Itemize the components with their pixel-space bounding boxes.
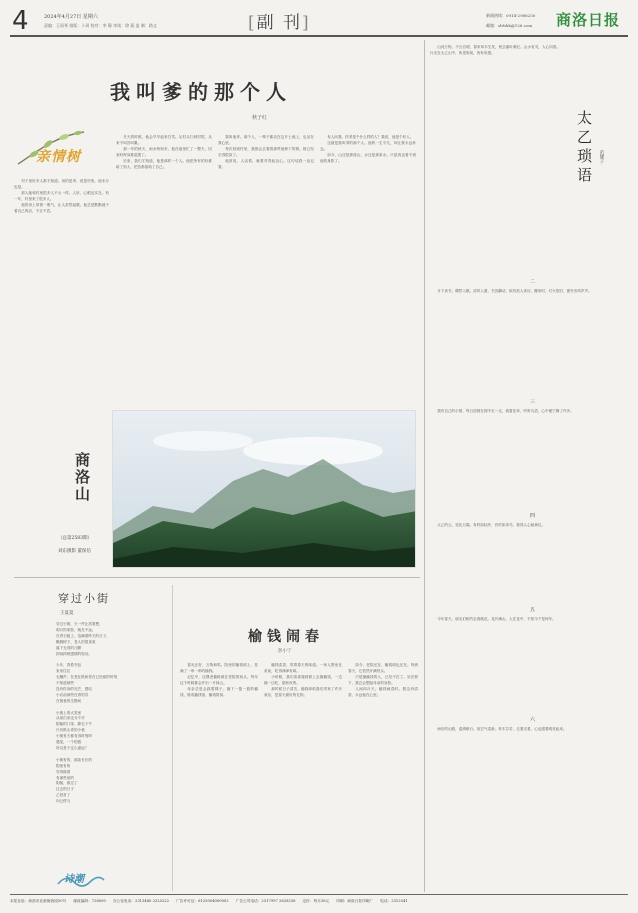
article-2-col-3: 如今，老院还在，榆钱树也还在。每到春天，它依然开满枝头。 只是摘榆钱的人，已经不在了。站在树下，我总会想起母亲的身影。 人间四月天，榆钱闹春时。愿这份清香，永远留在心里。 (348, 663, 418, 698)
poem-line: 明月的家影，就在不远。 (56, 627, 96, 632)
footer-price: 定价：每月36元 (302, 899, 330, 903)
poem-author: 王夏夏 (60, 611, 74, 616)
footer-office-phone: 办公室电话：2313480 2325222 (112, 899, 169, 903)
column-title (572, 110, 612, 193)
poem-line: 乙回首了 (56, 793, 71, 798)
poem-line: 不知道那些 (56, 681, 74, 686)
poem-line: 穿得像着 (56, 769, 71, 774)
poem-line: 落下无得的几颗 (56, 645, 82, 650)
hotline-2: 邮箱：slrbhk@126.com (486, 23, 533, 28)
poem-line: 只有纸头青的小巷 (56, 728, 85, 733)
footer-address: 本报社址：商洛市北新街西段50号 (10, 899, 67, 903)
poem-line: 在街巷的交错间 (56, 698, 82, 703)
poem-line: 所以是个这么遥远？ (56, 746, 89, 750)
section-title-text: 副 刊 (256, 13, 303, 33)
column-author (598, 150, 604, 166)
photo-title-text: 商洛山 (73, 452, 91, 503)
article-2-title: 榆钱闹春 (248, 629, 324, 645)
column-section-3-num: 三 (530, 399, 536, 405)
column-intro (430, 44, 560, 268)
column-section-1-text: 山河万物，不言自明，春来草木生发，秋去霜叶渐红。山水有灵，人心向善。行走在太乙山中，所见所闻，皆有所感。 (430, 45, 560, 56)
article-1-title: 我叫爹的那个人 (110, 80, 292, 104)
column-section-4-num: 四 (530, 513, 536, 519)
poem-title: 穿过小街 (58, 592, 110, 605)
mountain-photo (112, 410, 416, 568)
poem-column-badge (56, 868, 106, 890)
footer-print-phone: 电话：2312541 (380, 899, 408, 903)
poem-line: 没有你身的光芒，感叹 (56, 686, 92, 691)
column-section-6-num: 六 (530, 717, 536, 723)
column-section-5-text: 今年春天，朋友们相约去看桃花。花开满山，人在花中，不知今夕是何年。 (437, 617, 556, 621)
poem-line: 小店前那些在青的苏 (56, 692, 89, 697)
page-number: 4 (12, 6, 29, 36)
poem-line: 阴里有的 (56, 763, 71, 768)
poem-line: 过去的日子 (56, 787, 74, 792)
column-section-5-num: 五 (530, 607, 536, 613)
page-footer (10, 899, 628, 904)
date-line: 2024年4月27日 星期六 (44, 14, 98, 20)
footer-printer: 印刷：商洛日报印刷厂 (336, 899, 374, 903)
column-section-3-text: 我有自己的小园，每日清晨在园中走一走，看看花草，听听鸟语，心中便宁静了许多。 (437, 409, 574, 413)
poem-line: 向已停当 (56, 799, 71, 804)
column-section-2-num: 二 (530, 279, 536, 285)
footer-ad-license: 广告许可证：6125004000002 (176, 899, 229, 903)
article-1-col-3: 我叫他爹。那个人，一辈子都活在这片土地上，也活在我心里。 每次回到村里，我都会去看看那些他种下的树。树已经长得很高了。 他常说，人活着，就要对得起良心。这句话我一直记着。 (218, 135, 314, 170)
poem-line: 阴郁的门扉，静态下午 (56, 722, 92, 727)
column-section-2-text: 月下读书，偶然入眠。清风入窗，书页翻动，似有故人来访。醒来时，灯火依旧，窗外虫鸣声声。 (437, 289, 592, 293)
poem-line: 小街上的大笑里 (56, 710, 82, 715)
poem-column-label: 诗潮 (64, 874, 84, 885)
brand-logo: 商洛日报 (556, 11, 621, 29)
poem-line: 在青石板上，溶满着昨天的日子， (56, 633, 110, 638)
article-1-col-4: 有人问我，你爹是个什么样的人？我说，他是个好人。 这就是我叫爹的那个人。他的一生平凡，却让我永远怀念。 如今，山还是那座山，水还是那条水。只是再也看不到他的身影了。 (320, 135, 416, 164)
poem-line: 小街有的，那条长长的 (56, 757, 92, 762)
article-1-col-2: 冬天的时候，他会早早起来扫雪。从村头扫到村尾，从来不叫苦叫累。 那一年的秋天，雨水特别多。他在地里忙了一整天，回来时浑身都湿透了。 后来，我们才知道，他是那样一个人。他把所有的好都给了别人，把苦都留给了自己。 (116, 135, 212, 170)
mountain-landscape-icon (113, 411, 416, 568)
hotline-1: 新闻热线：0914-2988250 (486, 13, 536, 18)
poem-line: 从前们来还分不开 (56, 716, 85, 721)
poem-line: 有那些前的 (56, 775, 74, 780)
poem-line: 无穗声，在悉在纸和你在已经留的时刻 (56, 675, 118, 680)
poem-line: 阴郁，都过了 (56, 781, 78, 786)
article-2-col-2: 榆钱清香，带着春天的味道。一家人围坐在桌前，吃得津津有味。 小时候，我们喜欢爬到树上去摘榆钱，一边摘一边吃，甜丝丝的。 那时候日子清苦，榆钱却给我们带来了许多欢乐，是春天最好的礼物。 (264, 663, 342, 698)
column-badge-label: 亲情树 (36, 149, 81, 165)
article-1-col-1: 村子里好多人都不知道。用的是李，说是村里，他本分也是。 那人她和村里很多人不太一样。人好，心眼也实在。有一年，村里来了很多人。 他的身上带着一股气，让人肃然起敬。他总是默默地干着自己的活，不言不语。 (14, 179, 109, 214)
poem-line: 来来往往 (56, 669, 71, 674)
poem-line: 穿过小街，天一件让居着想， (56, 622, 103, 626)
footer-ad-phone: 广告公司电话：2317997 2828336 (235, 899, 296, 903)
column-section-6-text: 雨后的山路，湿滑难行。但空气清新，草木芬芳，走着走着，心也跟着明亮起来。 (437, 727, 567, 731)
photo-caption-credit: 刘东摄影 董保信 (58, 549, 91, 554)
poem-line: 少年，背着书包 (56, 663, 82, 668)
column-title-text: 太乙琐语 (575, 110, 593, 186)
column-author-text: 范耀子 (599, 150, 604, 164)
section-title: [副 刊] (248, 13, 311, 33)
article-2-author: 彭小宁 (278, 649, 292, 654)
editors-line: 责编：王雨琴 排版：卜玥 校对：李 静 审读：徐 燕 监 制：路文 (44, 23, 157, 28)
poem-line: 抑扬抑顿感情的短诗。 (56, 651, 92, 656)
article-2-col-1: 春光正好，万物和鸣。院里的榆钱树上，挂满了一串一串的榆钱。 记忆中，这棵老榆树就在老院的西头，每年这个时候都会开出一片绿云。 母亲总是会踩着梯子，摘下一篮一篮的榆钱，做成榆钱饭、榆钱窝窝。 (180, 663, 258, 698)
poem-line: 小街有天都有得时刻吗 (56, 734, 92, 739)
photo-caption-issue: （总第2583期） (58, 536, 92, 541)
article-1-author: 秋子红 (252, 115, 268, 121)
column-badge (14, 124, 102, 172)
footer-postcode: 邮政编码：726000 (73, 899, 106, 903)
poem-line: 椭圆树下，老人的很喜欢 (56, 639, 96, 644)
column-section-4-text: 太乙的云，变化万端。有时如轻纱，有时如奔马，看得人心驰神往。 (437, 523, 545, 527)
photo-title (58, 452, 106, 509)
poem-lines (56, 622, 166, 805)
poem-line: 遇见，一个的感 (56, 740, 82, 745)
